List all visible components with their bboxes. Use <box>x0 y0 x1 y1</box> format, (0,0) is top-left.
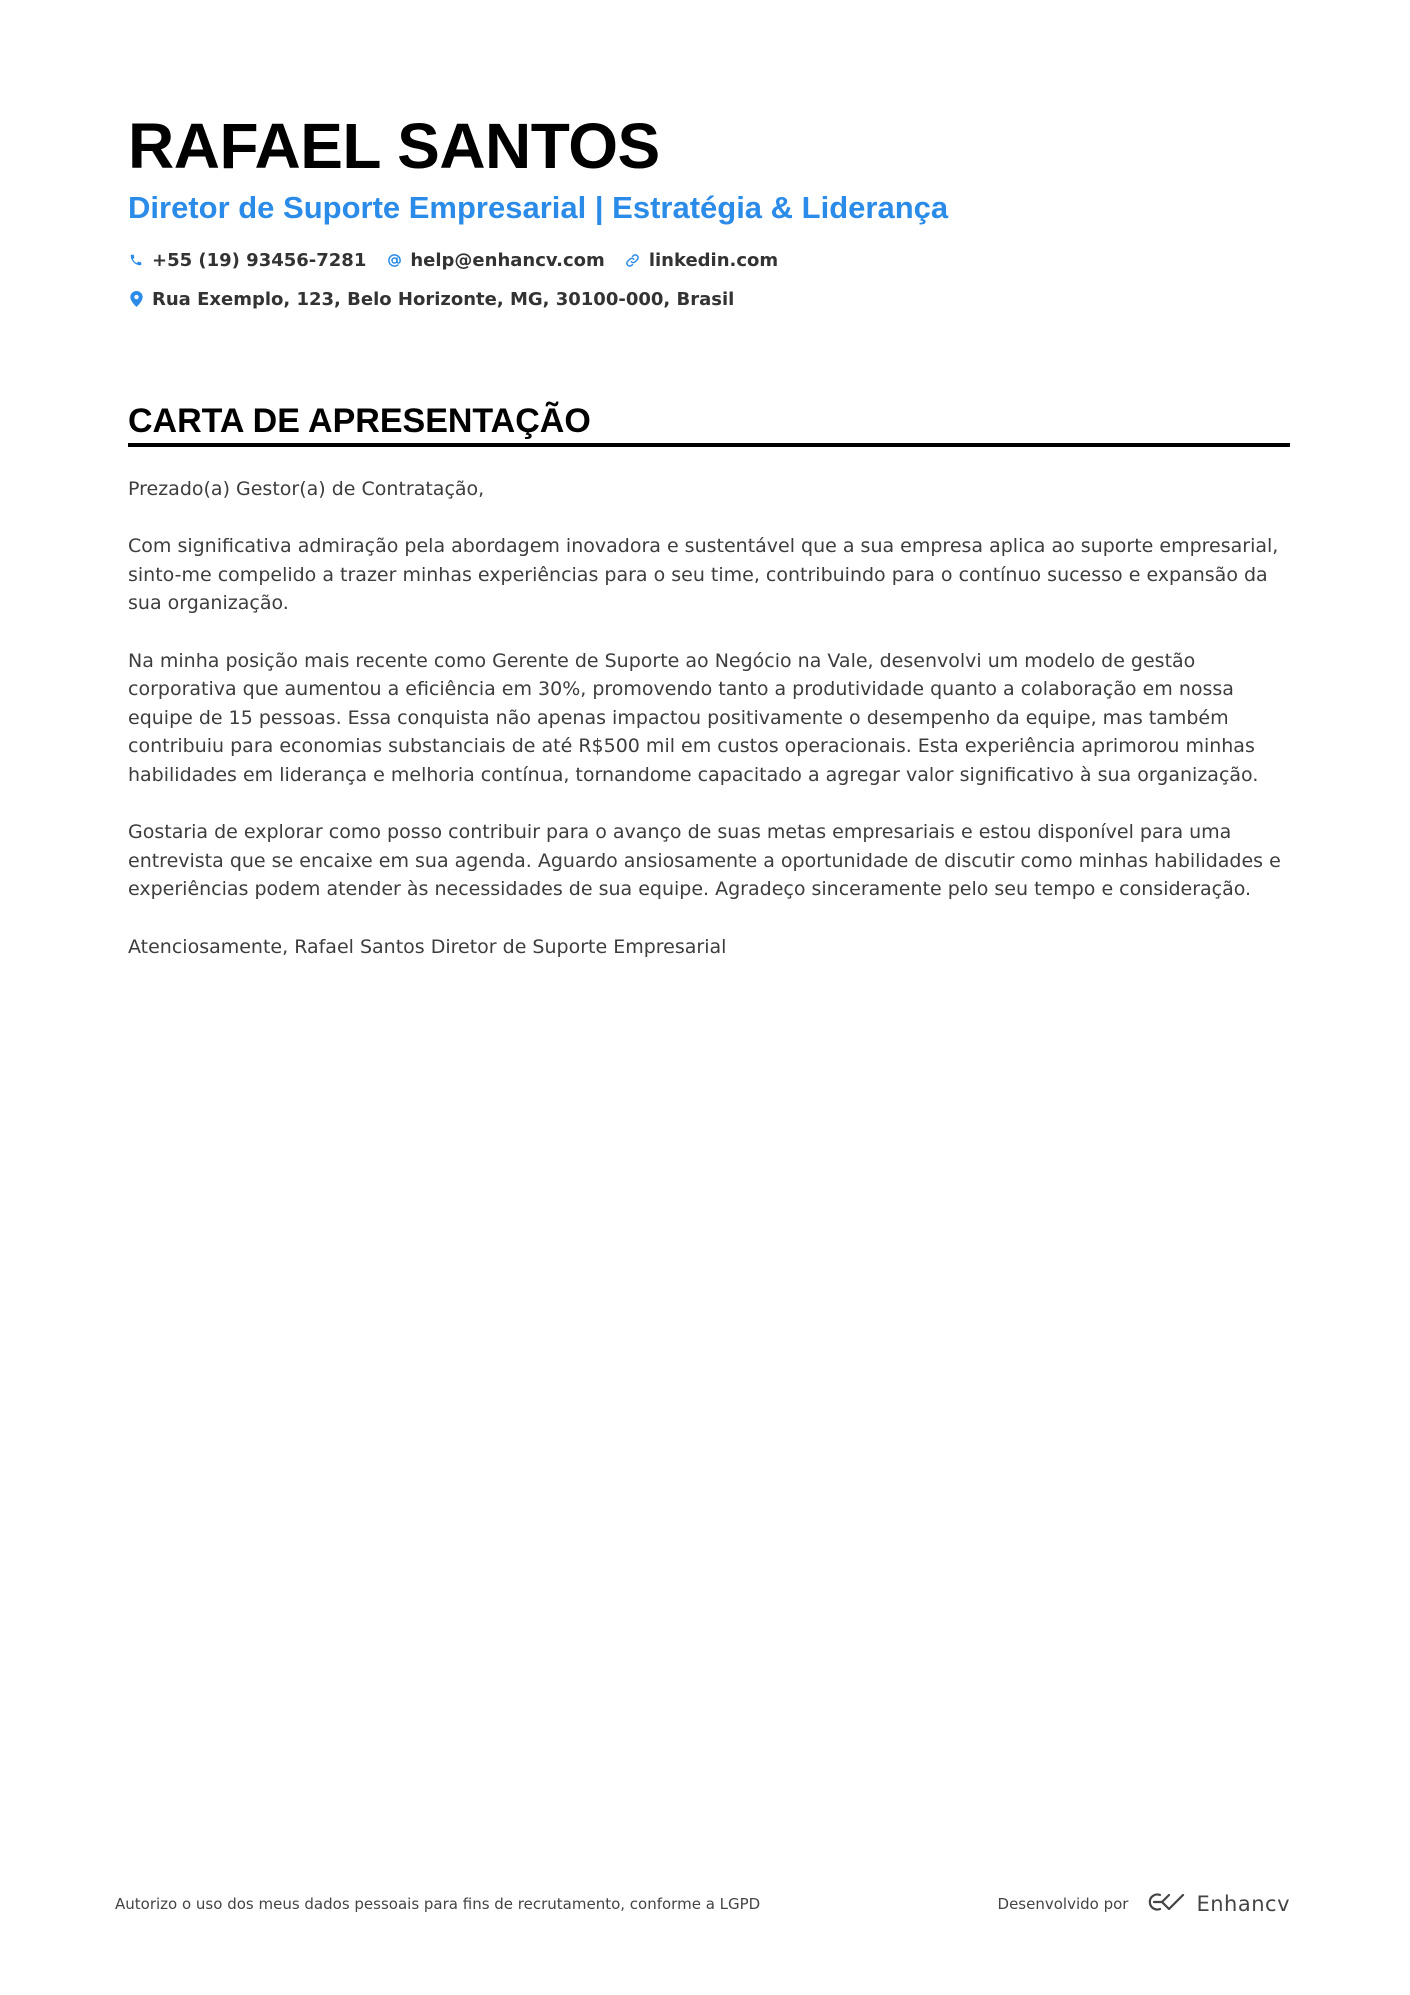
address-row <box>128 285 1290 313</box>
contact-linkedin[interactable] <box>625 250 778 271</box>
letter-paragraph: Gostaria de explorar como posso contribuir para o avanço de suas metas empresariais e estou disponível para uma entrevista que se encaixe em sua agenda. Aguardo ansiosamente a oportunidade de discutir como minhas habilidades e experiências podem atender às necessidades de sua equipe. Agradeço sinceramente pelo seu tempo e consideração. <box>128 821 1281 901</box>
location-pin-icon <box>128 291 144 307</box>
page-footer <box>115 1890 1290 1918</box>
candidate-name: RAFAEL SANTOS <box>128 110 660 182</box>
letter-paragraph: Na minha posição mais recente como Gerente de Suporte ao Negócio na Vale, desenvolvi um modelo de gestão corporativa que aumentou a eficiência em 30%, promovendo tanto a produtividade quanto a colaboração em nossa equipe de 15 pessoas. Essa conquista não apenas impactou positivamente o desempenho da equipe, mas também contribuiu para economias substanciais de até R$500 mil em custos operacionais. Esta experiência aprimorou minhas habilidades em liderança e melhoria contínua, tornandome capacitado a agregar valor significativo à sua organização. <box>128 649 1259 786</box>
at-icon <box>386 252 402 268</box>
powered-by[interactable] <box>998 1890 1290 1918</box>
section-title: CARTA DE APRESENTAÇÃO <box>128 401 1290 447</box>
contact-address <box>128 289 734 310</box>
brand-logo[interactable] <box>1140 1890 1290 1918</box>
powered-by-label: Desenvolvido por <box>997 1895 1129 1913</box>
candidate-headline: Diretor de Suporte Empresarial | Estratégia & Liderança <box>128 190 949 225</box>
link-icon <box>625 252 641 268</box>
enhancv-logo-icon <box>1140 1890 1186 1918</box>
contact-email[interactable] <box>386 250 604 271</box>
letter-greeting: Prezado(a) Gestor(a) de Contratação, <box>128 478 485 500</box>
resume-page <box>128 108 1290 990</box>
brand-name: Enhancv <box>1196 1892 1290 1916</box>
linkedin-text: linkedin.com <box>648 249 779 271</box>
contact-phone[interactable] <box>128 250 366 271</box>
letter-paragraph: Com significativa admiração pela abordagem inovadora e sustentável que a sua empresa aplica ao suporte empresarial, sinto-me compelido a trazer minhas experiências para o seu time, contribuindo para o contínuo sucesso e expansão da sua organização. <box>128 535 1279 615</box>
letter-closing: Atenciosamente, Rafael Santos Diretor de Suporte Empresarial <box>128 935 727 958</box>
consent-text: Autorizo o uso dos meus dados pessoais para fins de recrutamento, conforme a LGPD <box>115 1895 761 1913</box>
email-text: help@enhancv.com <box>410 249 605 271</box>
phone-icon <box>128 252 144 268</box>
phone-text: +55 (19) 93456-7281 <box>152 249 367 271</box>
cover-letter-body <box>128 475 1290 961</box>
address-text: Rua Exemplo, 123, Belo Horizonte, MG, 30100-000, Brasil <box>152 288 735 310</box>
contact-row <box>128 246 1290 274</box>
